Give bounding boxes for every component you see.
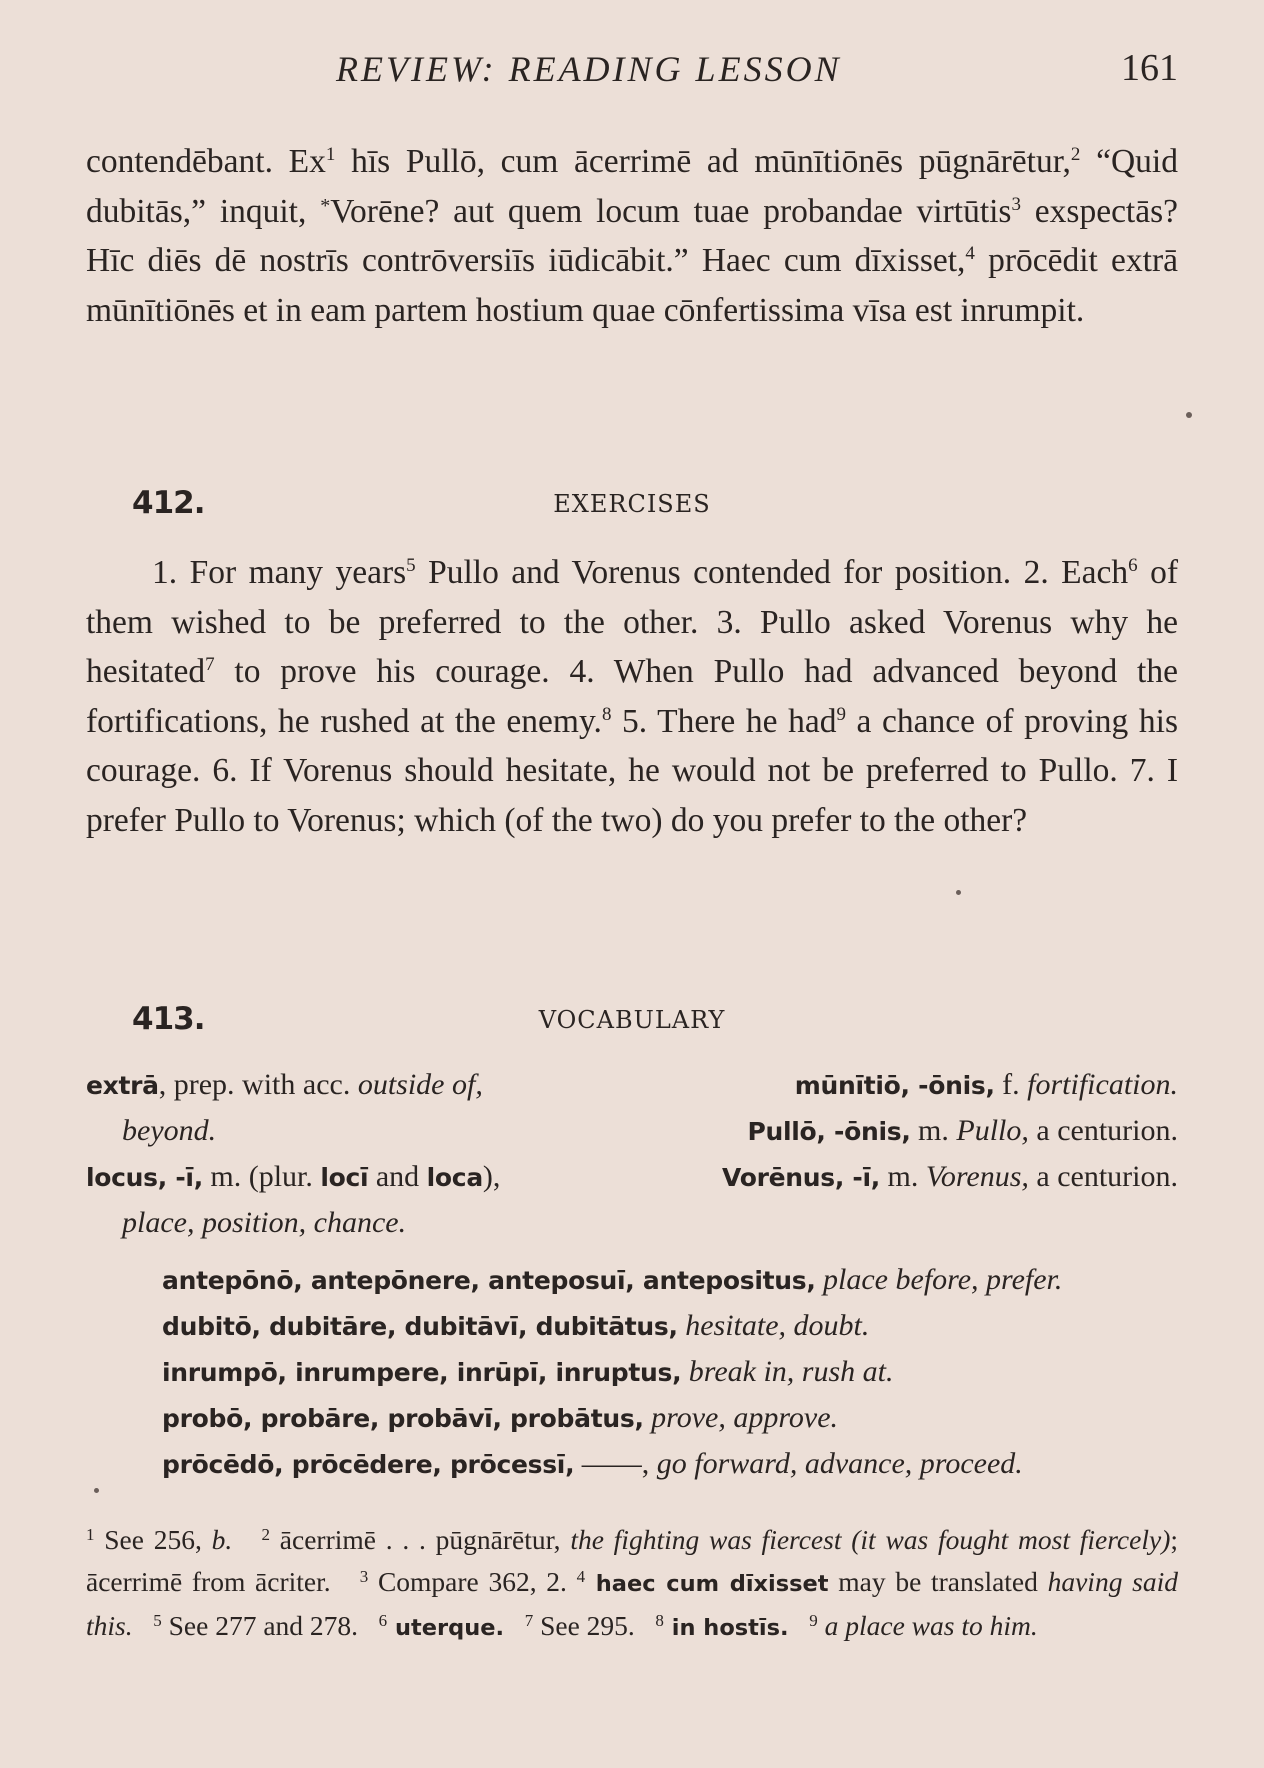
vocab-row bbox=[86, 1062, 1178, 1108]
headword: locus, -ī, bbox=[86, 1163, 203, 1192]
vocab-entry-extra bbox=[86, 1062, 483, 1109]
printer-mark: * bbox=[320, 194, 331, 217]
principal-parts: inrumpō, inrumpere, inrūpī, inruptus, bbox=[162, 1358, 682, 1387]
section-heading-413 bbox=[86, 1001, 1178, 1045]
exercise-text: 5. There he had bbox=[611, 702, 837, 740]
english-meaning: place, position, chance. bbox=[122, 1206, 407, 1239]
footnote-ref: 3 bbox=[1011, 193, 1021, 215]
passage-text: Vorēne? aut quem locum tuae probandae virtūtis bbox=[330, 192, 1012, 230]
section-title: EXERCISES bbox=[553, 490, 711, 518]
description: a centurion. bbox=[1028, 1114, 1178, 1147]
vocab-row bbox=[86, 1108, 1178, 1154]
principal-parts: prōcēdō, prōcēdere, prōcessī, bbox=[162, 1450, 575, 1479]
section-title: VOCABULARY bbox=[538, 1006, 726, 1034]
verb-row bbox=[162, 1447, 1178, 1493]
passage-text: prōcēdit extrā mūnītiōnēs et in eam partem hostium quae cōnfertissima vīsa est inrumpit. bbox=[86, 242, 1178, 329]
footnote-number: 8 bbox=[655, 1611, 664, 1631]
footnote-number: 6 bbox=[378, 1611, 388, 1631]
exercise-text: a chance of proving his courage. 6. If Vorenus should hesitate, he would not be preferred to Pullo. 7. I prefer Pullo to Vorenus; which (of the two) do you prefer to the other? bbox=[86, 702, 1179, 839]
vocab-entry-pullo bbox=[748, 1108, 1179, 1155]
footnote-italic: a place was to him. bbox=[817, 1610, 1038, 1642]
vocab-row bbox=[86, 1200, 1178, 1246]
verb-principal-parts bbox=[162, 1263, 1178, 1493]
footnote-number: 7 bbox=[524, 1611, 534, 1631]
headword: mūnītiō, -ōnis, bbox=[794, 1071, 995, 1100]
vocabulary-list bbox=[86, 1062, 1178, 1246]
principal-parts: dubitō, dubitāre, dubitāvī, dubitātus, bbox=[162, 1312, 678, 1341]
footnote-ref: 4 bbox=[965, 243, 975, 265]
section-number: 412. bbox=[132, 485, 205, 521]
paper-speck bbox=[956, 890, 961, 895]
english-meaning: prove, approve. bbox=[651, 1401, 839, 1434]
passage-text: contendēbant. Ex bbox=[86, 143, 326, 180]
section-number: 413. bbox=[132, 1001, 205, 1037]
footnote-ref: 2 bbox=[1070, 144, 1081, 165]
english-meaning: beyond. bbox=[122, 1114, 217, 1147]
verb-row bbox=[162, 1263, 1178, 1309]
running-head-title: REVIEW: READING LESSON bbox=[336, 49, 842, 89]
latin-reading-passage bbox=[86, 137, 1178, 335]
english-meaning: break in, rush at. bbox=[688, 1355, 894, 1388]
footnote-text: See 277 and 278. bbox=[161, 1610, 359, 1642]
footnote-bold: in hostīs. bbox=[663, 1615, 789, 1642]
exercise-text: 1. For many years bbox=[152, 554, 407, 591]
footnote-bold: haec cum dīxisset bbox=[585, 1570, 829, 1597]
vocab-entry-vorenus bbox=[722, 1154, 1178, 1201]
running-head bbox=[86, 46, 1178, 96]
vocab-entry-locus bbox=[86, 1154, 500, 1201]
page-number: 161 bbox=[1121, 47, 1178, 89]
footnote-text: ācerrimē . . . pūgnārētur, bbox=[270, 1524, 571, 1555]
english-meaning: place before, prefer. bbox=[823, 1263, 1063, 1296]
paper-speck bbox=[1186, 412, 1192, 418]
grammar-note: m. bbox=[879, 1160, 926, 1193]
english-meaning: fortification. bbox=[1027, 1068, 1178, 1101]
footnote-text: See 256, bbox=[94, 1524, 212, 1555]
footnote-number: 5 bbox=[153, 1611, 162, 1631]
footnote-ref: 9 bbox=[836, 703, 846, 725]
plural-form: loca bbox=[426, 1163, 483, 1192]
grammar-note: , prep. with acc. bbox=[158, 1068, 358, 1101]
missing-part-dash: ——, bbox=[581, 1447, 650, 1480]
verb-row bbox=[162, 1309, 1178, 1355]
footnote-ref: 6 bbox=[1128, 555, 1138, 576]
passage-text: hīs Pullō, cum ācerrimē ad mūnītiōnēs pūgnārētur, bbox=[335, 143, 1071, 180]
english-meaning: outside of, bbox=[357, 1068, 483, 1101]
grammar-note: f. bbox=[994, 1068, 1028, 1101]
headword: Pullō, -ōnis, bbox=[747, 1117, 911, 1146]
principal-parts: antepōnō, antepōnere, anteposuī, antepositus, bbox=[162, 1266, 816, 1295]
footnote-italic: b. bbox=[211, 1524, 233, 1555]
vocab-entry-munitio bbox=[795, 1062, 1178, 1109]
grammar-note: m. (plur. bbox=[202, 1160, 321, 1193]
footnote-ref: 8 bbox=[601, 703, 612, 725]
footnote-text: Compare 362, 2. bbox=[368, 1565, 567, 1597]
plural-form: locī bbox=[320, 1163, 369, 1192]
grammar-note: m. bbox=[910, 1114, 957, 1147]
footnote-text: ; ācerrimē from ācriter. bbox=[86, 1524, 1178, 1597]
footnote-italic: (it was fought most fiercely) bbox=[851, 1524, 1171, 1555]
headword: extrā bbox=[86, 1071, 159, 1100]
paper-speck bbox=[94, 1488, 99, 1493]
verb-row bbox=[162, 1355, 1178, 1401]
footnote-italic: having said this. bbox=[86, 1565, 1178, 1642]
grammar-note: and bbox=[368, 1160, 427, 1193]
footnote-number: 3 bbox=[359, 1566, 369, 1586]
headword: Vorēnus, -ī, bbox=[722, 1163, 880, 1192]
footnote-text: may be translated bbox=[828, 1565, 1048, 1597]
grammar-note: ), bbox=[482, 1160, 501, 1193]
description: a centurion. bbox=[1028, 1160, 1178, 1193]
footnote-number: 4 bbox=[576, 1566, 586, 1586]
passage-text: exspectās? Hīc diēs dē nostrīs contrōversiīs iūdicābit.” Haec cum dīxisset, bbox=[86, 192, 1179, 280]
english-meaning: go forward, advance, proceed. bbox=[656, 1447, 1023, 1480]
footnote-bold: uterque. bbox=[387, 1615, 505, 1642]
footnote-ref: 1 bbox=[325, 144, 336, 165]
footnote-number: 9 bbox=[809, 1611, 818, 1631]
footnote-number: 2 bbox=[261, 1525, 271, 1544]
footnote-text: See 295. bbox=[533, 1610, 635, 1642]
passage-text: “Quid dubitās,” inquit, bbox=[86, 143, 1178, 230]
exercise-text: Pullo and Vorenus contended for position. 2. Each bbox=[415, 554, 1129, 591]
footnote-ref: 5 bbox=[406, 555, 416, 576]
footnote-number: 1 bbox=[86, 1525, 95, 1544]
exercises-paragraph bbox=[86, 548, 1178, 846]
vocab-row bbox=[86, 1154, 1178, 1200]
exercise-text: of them wished to be preferred to the other. 3. Pullo asked Vorenus why he hesitated bbox=[86, 554, 1178, 691]
english-meaning: Vorenus, bbox=[925, 1160, 1029, 1193]
footnote-ref: 7 bbox=[205, 654, 215, 676]
principal-parts: probō, probāre, probāvī, probātus, bbox=[162, 1404, 644, 1433]
verb-row bbox=[162, 1401, 1178, 1447]
footnote-italic: the fighting was fiercest bbox=[570, 1524, 842, 1555]
exercise-text: to prove his courage. 4. When Pullo had advanced beyond the fortifications, he rushed at the enemy. bbox=[86, 653, 1178, 740]
english-meaning: hesitate, doubt. bbox=[685, 1309, 870, 1342]
section-heading-412 bbox=[86, 485, 1178, 529]
footnotes bbox=[86, 1519, 1178, 1650]
english-meaning: Pullo, bbox=[956, 1114, 1029, 1147]
